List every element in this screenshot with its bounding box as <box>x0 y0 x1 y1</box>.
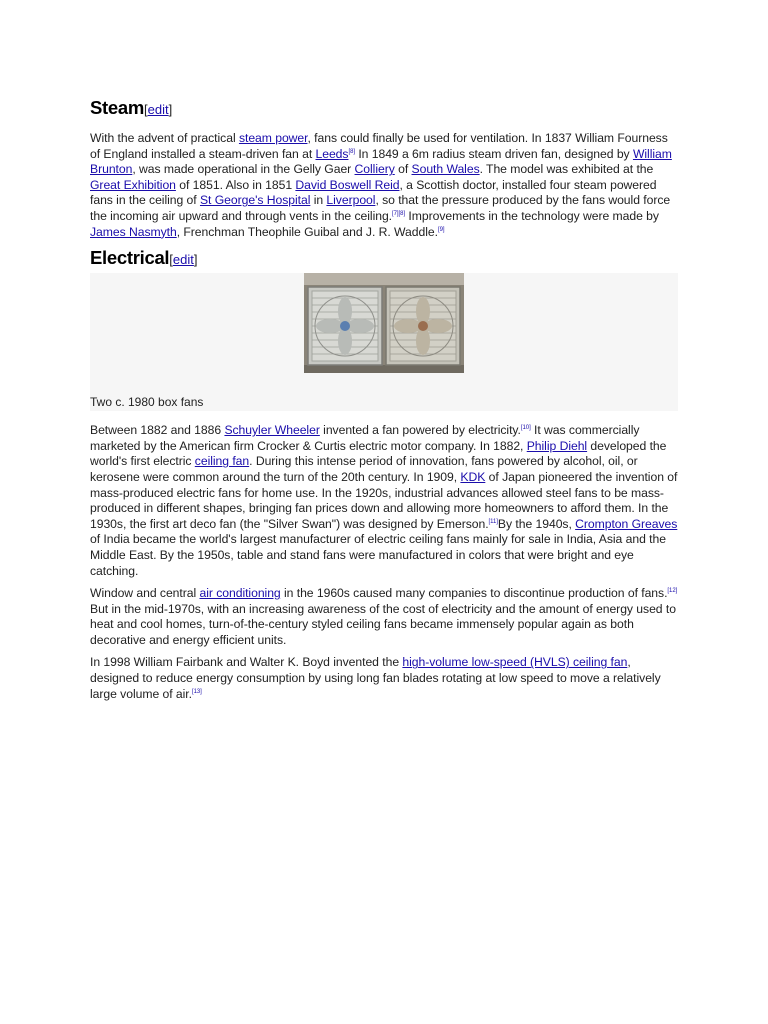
edit-link-electrical[interactable]: edit <box>172 252 194 268</box>
link-liverpool[interactable]: Liverpool <box>326 193 376 208</box>
paragraph-electrical-3 <box>90 655 678 702</box>
edit-bracket-close: ] <box>193 252 198 268</box>
text: With the advent of practical <box>90 131 239 145</box>
citation-13[interactable]: [13] <box>191 688 202 695</box>
text: . During this intense period of innovation, fans powered by alcohol, oil, or kerosene were common around the turn of the 20th century. In 1909, <box>90 454 638 484</box>
text: In 1998 William Fairbank and Walter K. Boyd invented the <box>90 655 403 670</box>
edit-bracket-open: [ <box>144 102 148 117</box>
text: in <box>310 193 327 208</box>
link-james-nasmyth[interactable]: James Nasmyth <box>90 224 177 239</box>
section-heading-electrical <box>90 246 678 272</box>
link-air-conditioning[interactable]: air conditioning <box>199 586 281 601</box>
text: , was made operational in the Gelly Gaer <box>132 162 355 177</box>
paragraph-electrical-1 <box>90 423 678 579</box>
text: of India became the world's largest manufacturer of electric ceiling fans mainly for sale in India, Asia and the Middle East. By the 1950s, table and stand fans were manufactured in colors that were bright and eye catching. <box>90 532 666 578</box>
link-hvls-ceiling-fan[interactable]: high-volume low-speed (HVLS) ceiling fan <box>402 655 628 670</box>
text: , Frenchman Theophile Guibal and J. R. Waddle. <box>176 224 438 239</box>
paragraph-electrical-2 <box>90 586 678 648</box>
heading-text: Steam <box>90 97 145 118</box>
text: of 1851. Also in 1851 <box>175 177 296 192</box>
citation-8[interactable]: [8] <box>348 148 355 155</box>
text: invented a fan powered by electricity. <box>319 423 521 438</box>
paragraph-steam <box>90 131 678 240</box>
text: Improvements in the technology were made by <box>405 208 659 223</box>
citation-11[interactable]: [11] <box>488 518 498 525</box>
text: , designed to reduce energy consumption by using long fan blades rotating at low speed to move a relatively large volume of air. <box>90 655 661 701</box>
text: By the 1940s, <box>497 516 576 531</box>
link-leeds[interactable]: Leeds <box>315 146 349 161</box>
link-philip-diehl[interactable]: Philip Diehl <box>526 438 588 453</box>
edit-section-electrical <box>169 252 197 267</box>
link-south-wales[interactable]: South Wales <box>411 162 480 177</box>
text: , fans could finally be used for ventilation. In 1837 William Fourness of England installed a steam-driven fan at <box>90 131 668 161</box>
text: , so that the pressure produced by the fans would force the incoming air upward and through vents in the ceiling. <box>90 193 671 223</box>
text: . The model was exhibited at the <box>479 162 654 177</box>
edit-bracket-open: [ <box>169 252 173 268</box>
edit-bracket-close: ] <box>168 102 173 117</box>
edit-link-steam[interactable]: edit <box>147 102 169 117</box>
text: In 1849 a 6m radius steam driven fan, designed by <box>355 146 633 161</box>
text: But in the mid-1970s, with an increasing awareness of the cost of electricity and the amount of energy used to heat and cool homes, turn-of-the-century styled ceiling fans became immensely popular again as both decorative and energy efficient units. <box>90 601 676 647</box>
heading-text: Electrical <box>90 247 170 269</box>
text: developed the world's first electric <box>90 438 667 469</box>
citation-7-8[interactable]: [7][8] <box>392 210 406 217</box>
text: , a Scottish doctor, installed four steam powered fans in the ceiling of <box>90 177 657 208</box>
citation-10[interactable]: [10] <box>520 425 531 432</box>
figure-caption: Two c. 1980 box fans <box>90 395 204 410</box>
article-body <box>90 96 678 702</box>
box-fans-illustration <box>304 273 464 373</box>
link-ceiling-fan[interactable]: ceiling fan <box>194 454 250 469</box>
section-heading-steam <box>90 96 678 122</box>
link-david-boswell-reid[interactable]: David Boswell Reid <box>295 177 400 192</box>
text: of Japan pioneered the invention of mass-produced electric fans for home use. In the 1920s, industrial advances allowed steel fans to be mass-produced in different shapes, bringing fan prices down and allowing more homeowners to afford them. In the 1930s, the first art deco fan (the "Silver Swan") was designed by Emerson. <box>90 469 678 531</box>
link-st-georges-hospital[interactable]: St George's Hospital <box>199 193 311 208</box>
link-great-exhibition[interactable]: Great Exhibition <box>90 177 176 192</box>
figure-box-fans <box>90 273 678 411</box>
edit-section-steam <box>144 102 172 117</box>
text: It was commercially marketed by the American firm Crocker & Curtis electric motor company. In 1882, <box>90 423 640 453</box>
link-steam-power[interactable]: steam power <box>238 131 308 145</box>
box-fans-photo[interactable] <box>304 273 464 373</box>
link-william-brunton[interactable]: William Brunton <box>90 146 672 177</box>
text: Window and central <box>90 586 200 601</box>
citation-12[interactable]: [12] <box>667 588 678 595</box>
link-kdk[interactable]: KDK <box>460 469 486 484</box>
text: of <box>394 162 412 177</box>
link-schuyler-wheeler[interactable]: Schuyler Wheeler <box>224 423 320 438</box>
text: Between 1882 and 1886 <box>90 423 225 438</box>
link-crompton-greaves[interactable]: Crompton Greaves <box>575 516 678 531</box>
text: in the 1960s caused many companies to discontinue production of fans. <box>280 586 668 601</box>
link-colliery[interactable]: Colliery <box>354 162 395 177</box>
citation-9[interactable]: [9] <box>437 226 445 233</box>
